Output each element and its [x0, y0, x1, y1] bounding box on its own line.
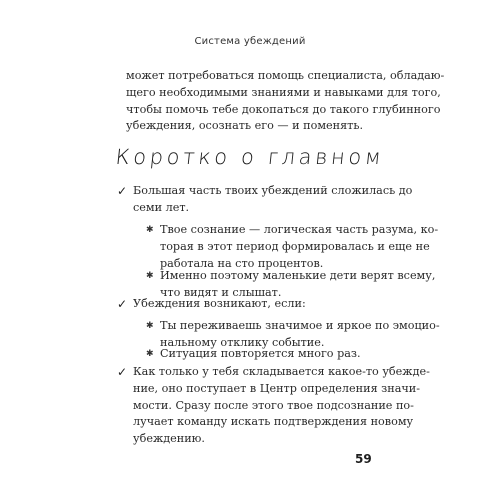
intro-line: щего необходимыми знаниями и навыками для того, — [126, 85, 441, 99]
intro-line: чтобы помочь тебе докопаться до такого глубинного — [126, 102, 441, 116]
bullet-item — [133, 364, 430, 448]
bullet-line: ние, оно поступает в Центр определения значи- — [133, 381, 421, 395]
sub-bullet-item — [160, 222, 439, 272]
sub-bullet-line: нальному отклику событие. — [160, 335, 325, 349]
bullet-line: убеждению. — [133, 432, 205, 446]
running-header: Система убеждений — [194, 36, 306, 47]
sub-bullet-line: Ситуация повторяется много раз. — [160, 347, 361, 360]
asterisk-icon: ✱ — [146, 271, 154, 281]
sub-bullet-line: работала на сто процентов. — [160, 256, 324, 270]
sub-bullet-item — [160, 346, 390, 363]
asterisk-icon: ✱ — [146, 225, 154, 235]
asterisk-icon: ✱ — [146, 349, 154, 359]
intro-line: убеждения, осознать его — и поменять. — [126, 119, 364, 133]
intro-line: может потребоваться помощь специалиста, обладаю- — [126, 69, 445, 82]
bullet-item — [133, 296, 383, 313]
bullet-line: мости. Сразу после этого твое подсознание по- — [133, 398, 414, 412]
asterisk-icon: ✱ — [146, 321, 154, 331]
bullet-line: Большая часть твоих убеждений сложилась до — [133, 184, 413, 197]
sub-bullet-line: Твое сознание — логическая часть разума, ко- — [160, 223, 439, 236]
checkmark-icon: ✓ — [117, 184, 128, 198]
sub-bullet-line: торая в этот период формировалась и еще не — [160, 239, 430, 253]
page-number: 59 — [355, 452, 372, 466]
checkmark-icon: ✓ — [117, 297, 128, 311]
intro-paragraph — [126, 68, 445, 135]
sub-bullet-line: Именно поэтому маленькие дети верят всему, — [160, 269, 436, 282]
bullet-line: Как только у тебя складывается какое-то убежде- — [133, 365, 430, 378]
bullet-line: лучает команду искать подтверждения новому — [133, 415, 414, 429]
bullet-line: семи лет. — [133, 200, 190, 214]
sub-bullet-line: Ты переживаешь значимое и яркое по эмоцио- — [160, 319, 440, 332]
bullet-item — [133, 183, 413, 217]
sub-bullet-line: что видят и слышат. — [160, 285, 282, 299]
bullet-line: Убеждения возникают, если: — [133, 297, 306, 310]
section-title: Коротко о главном — [114, 145, 386, 169]
checkmark-icon: ✓ — [117, 365, 128, 379]
